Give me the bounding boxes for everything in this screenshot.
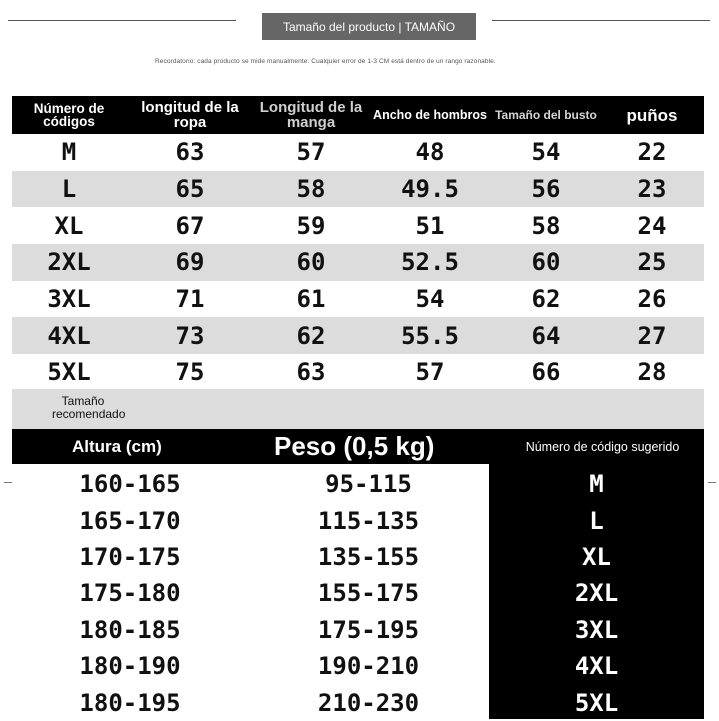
size-code-cell: 4XL — [47, 321, 91, 350]
size-code-cell: M — [61, 138, 77, 167]
bust-size-cell: 64 — [531, 321, 561, 350]
header-suggested-code: Número de código sugerido — [525, 439, 680, 454]
table-row — [12, 354, 704, 391]
table-row — [12, 466, 704, 502]
header-weight: Peso (0,5 kg) — [274, 431, 435, 461]
weight-range-cell: 210-230 — [317, 688, 420, 717]
suggested-code-cell: L — [589, 506, 604, 535]
cuffs-cell: 22 — [637, 138, 667, 167]
table-row — [12, 575, 704, 611]
top-line-left — [8, 20, 236, 21]
recommended-size-row — [12, 389, 704, 429]
table-row — [12, 281, 704, 318]
header-cuffs: puños — [626, 105, 678, 125]
weight-range-cell: 175-195 — [317, 615, 420, 644]
cuffs-cell: 26 — [637, 285, 667, 314]
suggested-code-cell: 3XL — [574, 615, 619, 644]
bust-size-cell: 58 — [531, 211, 561, 240]
garment-length-cell: 73 — [175, 321, 205, 350]
table-row — [12, 317, 704, 354]
top-line-right — [492, 20, 710, 21]
table-row — [12, 612, 704, 648]
product-size-title: Tamaño del producto | TAMAÑO — [262, 13, 476, 40]
height-range-cell: 180-195 — [79, 688, 181, 717]
shoulder-width-cell: 54 — [415, 285, 445, 314]
header-code-number: Número de códigos — [33, 100, 105, 129]
header-bust-size: Tamaño del busto — [495, 108, 597, 122]
garment-length-cell: 71 — [175, 285, 205, 314]
bust-size-cell: 60 — [531, 248, 561, 277]
sleeve-length-cell: 57 — [296, 138, 326, 167]
bust-size-cell: 54 — [531, 138, 561, 167]
table-row — [12, 244, 704, 281]
cuffs-cell: 24 — [637, 211, 667, 240]
bust-size-cell: 62 — [531, 285, 561, 314]
sleeve-length-cell: 63 — [296, 358, 326, 387]
side-tick-right — [708, 482, 716, 483]
weight-range-cell: 190-210 — [317, 652, 420, 681]
size-table-header — [12, 96, 704, 134]
measurement-reminder: Recordatorio: cada producto se mide manualmente. Cualquier error de 1-3 CM está dentro de un rango razonable. — [155, 58, 496, 65]
shoulder-width-cell: 52.5 — [401, 248, 459, 277]
table-row — [12, 684, 704, 720]
table-row — [12, 207, 704, 244]
suggested-code-cell: 2XL — [574, 579, 619, 608]
cuffs-cell: 25 — [637, 248, 667, 277]
height-range-cell: 170-175 — [79, 542, 181, 571]
height-range-cell: 180-185 — [79, 615, 181, 644]
table-row — [12, 171, 704, 208]
size-code-cell: 2XL — [47, 248, 91, 277]
weight-range-cell: 135-155 — [317, 542, 420, 571]
header-sleeve-length: Longitud de la manga — [259, 99, 363, 131]
suggested-code-cell: XL — [582, 542, 611, 571]
table-row — [12, 648, 704, 684]
header-shoulder-width: Ancho de hombros — [373, 107, 487, 122]
weight-range-cell: 95-115 — [325, 470, 412, 499]
sleeve-length-cell: 61 — [296, 285, 326, 314]
recommendation-table-header — [12, 429, 704, 464]
shoulder-width-cell: 55.5 — [401, 321, 459, 350]
shoulder-width-cell: 57 — [415, 358, 445, 387]
size-measurement-table — [12, 96, 704, 391]
table-row — [12, 502, 704, 538]
header-height: Altura (cm) — [72, 436, 162, 456]
suggested-code-cell: 4XL — [574, 652, 619, 681]
size-table-body — [12, 134, 704, 391]
table-row — [12, 134, 704, 171]
height-range-cell: 165-170 — [79, 506, 181, 535]
weight-range-cell: 155-175 — [317, 579, 420, 608]
height-range-cell: 175-180 — [79, 579, 181, 608]
bust-size-cell: 66 — [531, 358, 561, 387]
cuffs-cell: 27 — [637, 321, 667, 350]
size-code-cell: 3XL — [47, 285, 91, 314]
cuffs-cell: 28 — [637, 358, 667, 387]
sleeve-length-cell: 58 — [296, 175, 326, 204]
height-range-cell: 160-165 — [79, 470, 181, 499]
height-range-cell: 180-190 — [79, 652, 181, 681]
size-code-cell: L — [61, 175, 77, 204]
sleeve-length-cell: 59 — [296, 211, 326, 240]
sleeve-length-cell: 60 — [296, 248, 326, 277]
sleeve-length-cell: 62 — [296, 321, 326, 350]
suggested-code-cell: M — [589, 470, 604, 499]
size-code-cell: XL — [54, 211, 84, 240]
shoulder-width-cell: 51 — [415, 211, 445, 240]
garment-length-cell: 75 — [175, 358, 205, 387]
cuffs-cell: 23 — [637, 175, 667, 204]
shoulder-width-cell: 49.5 — [401, 175, 459, 204]
bust-size-cell: 56 — [531, 175, 561, 204]
suggested-code-cell: 5XL — [574, 688, 619, 717]
garment-length-cell: 65 — [175, 175, 205, 204]
table-row — [12, 539, 704, 575]
weight-range-cell: 115-135 — [317, 506, 420, 535]
side-tick-left — [4, 482, 12, 483]
garment-length-cell: 67 — [175, 211, 205, 240]
size-code-cell: 5XL — [47, 358, 91, 387]
garment-length-cell: 69 — [175, 248, 205, 277]
header-garment-length: longitud de la ropa — [141, 99, 239, 131]
recommended-size-label: Tamaño recomendado — [52, 394, 126, 422]
shoulder-width-cell: 48 — [415, 138, 445, 167]
garment-length-cell: 63 — [175, 138, 205, 167]
